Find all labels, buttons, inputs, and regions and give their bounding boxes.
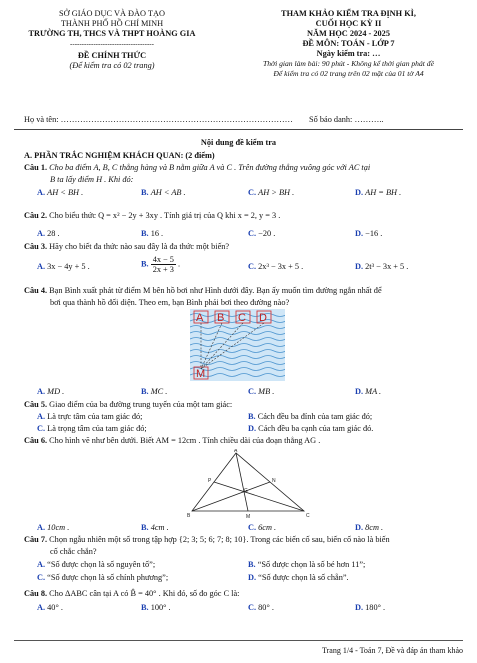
q8-option-b[interactable] xyxy=(141,603,171,613)
q3-fraction xyxy=(151,255,176,274)
student-info xyxy=(24,115,383,125)
q2-option-d[interactable] xyxy=(355,229,382,239)
option-text: MA . xyxy=(365,387,382,396)
option-text: “Số được chọn là số bé hơn 11”; xyxy=(257,560,366,569)
q2-line1 xyxy=(24,211,280,221)
option-letter: C. xyxy=(37,424,46,433)
q5-option-d[interactable] xyxy=(248,424,373,434)
dept-name: SỞ GIÁO DỤC VÀ ĐÀO TẠO xyxy=(59,9,165,18)
point-m-label: M xyxy=(196,368,206,380)
option-text: Cách đều ba cạnh của tam giác đó. xyxy=(258,424,374,433)
q8-option-a[interactable] xyxy=(37,603,63,613)
option-text: 80° . xyxy=(258,603,274,612)
q5-option-a[interactable] xyxy=(37,412,142,422)
subject: ĐỀ MÔN: TOÁN - LỚP 7 xyxy=(302,39,395,48)
option-text: MD . xyxy=(47,387,65,396)
fraction-denominator: 2x + 3 xyxy=(152,265,174,274)
option-letter: A. xyxy=(37,560,46,569)
q5-number: Câu 5. xyxy=(24,400,48,409)
q1-option-c[interactable] xyxy=(248,188,294,198)
q1-line1 xyxy=(24,163,370,173)
q1-option-b[interactable] xyxy=(141,188,186,198)
option-letter: B. xyxy=(141,259,149,269)
header-right xyxy=(226,9,471,79)
q6-number: Câu 6. xyxy=(24,436,48,445)
time-note: Thời gian làm bài: 90 phút - Không kể thời gian phát đề xyxy=(263,59,434,68)
option-letter: B. xyxy=(141,188,149,197)
vertex-b-label: B xyxy=(187,513,191,519)
section-a-heading: A. PHẦN TRẮC NGHIỆM KHÁCH QUAN: (2 điểm) xyxy=(24,151,215,160)
q5-option-b[interactable] xyxy=(248,412,372,422)
q1-text: Cho ba điểm A, B, C thẳng hàng và B nằm giữa A và C . Trên đường thẳng vuông góc với AC tại xyxy=(49,163,371,172)
option-letter: B. xyxy=(141,603,149,612)
option-text: “Số được chọn là số chính phương”; xyxy=(47,573,169,582)
q8-number: Câu 8. xyxy=(24,589,48,598)
option-letter: A. xyxy=(37,412,46,421)
q4-option-d[interactable] xyxy=(355,387,381,397)
option-text: 2t³ − 3x + 5 . xyxy=(365,262,409,271)
header-left xyxy=(14,9,210,71)
q3-line1 xyxy=(24,242,229,252)
option-text: 10cm . xyxy=(47,523,70,532)
q7-line2 xyxy=(50,547,97,557)
header-divider: ------------------------------------ xyxy=(70,40,154,48)
option-letter: A. xyxy=(37,188,46,197)
student-divider xyxy=(14,129,463,130)
option-letter: C. xyxy=(248,262,257,271)
q2-number: Câu 2. xyxy=(24,211,48,220)
q1-text2: B ta lấy điểm H . Khi đó: xyxy=(50,175,134,184)
q2-option-b[interactable] xyxy=(141,229,163,239)
option-letter: C. xyxy=(248,603,257,612)
sbd-label: Số báo danh: xyxy=(309,115,353,124)
q3-option-c[interactable] xyxy=(248,262,303,272)
q8-option-d[interactable] xyxy=(355,603,385,613)
midpoint-m-label: M xyxy=(246,514,251,520)
q1-line2 xyxy=(50,175,133,185)
q8-option-c[interactable] xyxy=(248,603,274,613)
point-b-label: B xyxy=(217,312,225,324)
q4-text2: bơi qua thành hồ đối diện. Theo em, bạn Bình phải bơi theo đường nào? xyxy=(50,298,290,307)
q1-number: Câu 1. xyxy=(24,163,48,172)
fraction-numerator: 4x − 5 xyxy=(152,255,174,264)
city-name: THÀNH PHỐ HỒ CHÍ MINH xyxy=(60,19,164,28)
q7-text2: cố chắc chắn? xyxy=(50,547,97,556)
q4-option-a[interactable] xyxy=(37,387,64,397)
q7-option-c[interactable] xyxy=(37,573,168,583)
q6-option-c[interactable] xyxy=(248,523,276,533)
q3-option-d[interactable] xyxy=(355,262,408,272)
school-name: TRƯỜNG TH, THCS VÀ THPT HOÀNG GIA xyxy=(28,29,196,38)
option-letter: C. xyxy=(248,387,257,396)
option-letter: D. xyxy=(355,188,364,197)
q4-line1 xyxy=(24,286,382,296)
option-letter: B. xyxy=(141,523,149,532)
option-letter: C. xyxy=(248,229,257,238)
option-letter: A. xyxy=(37,603,46,612)
page-footer: Trang 1/4 - Toán 7, Đề và đáp án tham khảo xyxy=(322,646,463,655)
centroid-g-label: G xyxy=(244,488,248,494)
option-text: 100° . xyxy=(150,603,171,612)
option-text: Cách đều ba đỉnh của tam giác đó; xyxy=(257,412,373,421)
q2-option-a[interactable] xyxy=(37,229,60,239)
sbd-dots: ……….. xyxy=(354,115,384,124)
option-text: 28 . xyxy=(47,229,60,238)
option-letter: D. xyxy=(355,387,364,396)
option-text: 2x³ − 3x + 5 . xyxy=(258,262,304,271)
option-text: 16 . xyxy=(150,229,164,238)
q6-text: Cho hình vẽ như bên dưới. Biết AM = 12cm . Tính chiều dài của đoạn thẳng AG . xyxy=(49,436,321,445)
q7-option-d[interactable] xyxy=(248,573,349,583)
option-letter: B. xyxy=(141,387,149,396)
option-text: 40° . xyxy=(47,603,63,612)
pages-note: (Để kiểm tra có 02 trang) xyxy=(69,61,155,70)
point-d-label: D xyxy=(259,312,267,324)
q2-text: Cho biểu thức Q = x² − 2y + 3xy . Tính giá trị của Q khi x = 2, y = 3 . xyxy=(49,211,281,220)
q4-number: Câu 4. xyxy=(24,286,48,295)
q3-text: Hãy cho biết đa thức nào sau đây là đa thức một biến? xyxy=(49,242,230,251)
footer-divider xyxy=(14,640,463,641)
option-text: −20 . xyxy=(258,229,276,238)
option-text: 6cm . xyxy=(258,523,277,532)
name-label: Họ và tên: xyxy=(24,115,59,124)
option-letter: D. xyxy=(355,262,364,271)
q7-text: Chọn ngẫu nhiên một số trong tập hợp {2; 3; 5; 6; 7; 8; 10}. Trong các biến cố sau, biến cố nào là biến xyxy=(49,535,390,544)
q7-number: Câu 7. xyxy=(24,535,48,544)
option-letter: A. xyxy=(37,387,46,396)
q4-option-c[interactable] xyxy=(248,387,274,397)
option-letter: C. xyxy=(37,573,46,582)
q8-line1 xyxy=(24,589,239,599)
q3-number: Câu 3. xyxy=(24,242,48,251)
option-text: Là trọng tâm của tam giác đó; xyxy=(47,424,147,433)
option-letter: C. xyxy=(248,523,257,532)
q6-line1 xyxy=(24,436,320,446)
q7-line1 xyxy=(24,535,390,545)
q8-text: Cho ΔABC cân tại A có B̂ = 40° . Khi đó, số đo góc C là: xyxy=(49,589,240,598)
midpoint-p-label: P xyxy=(208,478,212,484)
q6-option-d[interactable] xyxy=(355,523,383,533)
q6-option-b[interactable] xyxy=(141,523,169,533)
option-text: “Số được chọn là số nguyên tố”; xyxy=(47,560,156,569)
vertex-c-label: C xyxy=(306,513,310,519)
official-label: ĐỀ CHÍNH THỨC xyxy=(77,51,147,60)
vertex-a-label: A xyxy=(234,449,238,454)
point-a-label: A xyxy=(196,312,204,324)
option-text: 3x − 4y + 5 . xyxy=(47,262,90,271)
q7-option-a[interactable] xyxy=(37,560,155,570)
option-text: 8cm . xyxy=(365,523,384,532)
q4-option-b[interactable] xyxy=(141,387,167,397)
q1-option-d[interactable] xyxy=(355,188,401,198)
option-letter: A. xyxy=(37,523,46,532)
exam-title: THAM KHẢO KIỂM TRA ĐỊNH KÌ, xyxy=(281,9,416,18)
option-letter: D. xyxy=(355,523,364,532)
midpoint-n-label: N xyxy=(272,478,276,484)
option-letter: B. xyxy=(248,560,256,569)
option-letter: D. xyxy=(355,603,364,612)
option-text: −16 . xyxy=(365,229,383,238)
option-text: AH < BH . xyxy=(47,188,84,197)
option-text: Là trực tâm của tam giác đó; xyxy=(47,412,143,421)
q4-text: Bạn Bình xuất phát từ điểm M bên hồ bơi như Hình dưới đây. Bạn ấy muốn tìm đường ngắn nhất để xyxy=(49,286,382,295)
option-text: AH < AB . xyxy=(150,188,186,197)
pool-figure xyxy=(190,309,285,381)
option-letter: A. xyxy=(37,262,46,271)
option-text: 4cm . xyxy=(150,523,169,532)
q5-option-c[interactable] xyxy=(37,424,147,434)
option-letter: D. xyxy=(355,229,364,238)
q2-option-c[interactable] xyxy=(248,229,275,239)
name-dots: ………………………………………………………………………… xyxy=(60,115,293,124)
option-text: “Số được chọn là số chẵn”. xyxy=(258,573,349,582)
exam-date: Ngày kiểm tra: … xyxy=(316,49,381,58)
q3-option-a[interactable] xyxy=(37,262,90,272)
option-letter: B. xyxy=(141,229,149,238)
fraction-tail: . xyxy=(178,259,181,269)
q5-text: Giao điểm của ba đường trung tuyến của một tam giác: xyxy=(49,400,233,409)
q6-option-a[interactable] xyxy=(37,523,69,533)
option-letter: C. xyxy=(248,188,257,197)
content-title: Nội dung đề kiểm tra xyxy=(200,138,277,147)
option-text: AH > BH . xyxy=(258,188,295,197)
option-text: AH = BH . xyxy=(365,188,402,197)
q7-option-b[interactable] xyxy=(248,560,365,570)
triangle-figure xyxy=(186,449,316,521)
option-text: 180° . xyxy=(365,603,386,612)
school-year: NĂM HỌC 2024 - 2025 xyxy=(307,29,390,38)
option-letter: B. xyxy=(248,412,256,421)
option-text: MB . xyxy=(258,387,275,396)
option-letter: D. xyxy=(248,573,257,582)
option-text: MC . xyxy=(150,387,168,396)
q5-line1 xyxy=(24,400,232,410)
exam-term: CUỐI HỌC KỲ II xyxy=(315,19,382,28)
q3-option-b[interactable] xyxy=(141,255,180,274)
option-letter: D. xyxy=(248,424,257,433)
point-c-label: C xyxy=(238,312,246,324)
q1-option-a[interactable] xyxy=(37,188,83,198)
option-letter: A. xyxy=(37,229,46,238)
sheet-note: Để kiểm tra có 02 trang trên 02 mặt của 01 tờ A4 xyxy=(273,69,424,78)
q4-line2 xyxy=(50,298,289,308)
